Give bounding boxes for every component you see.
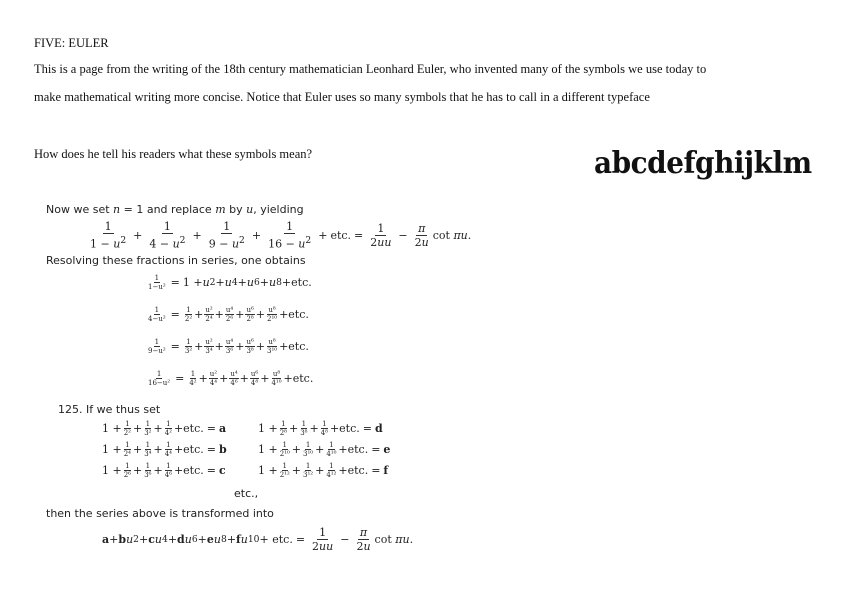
euler-text-by: by xyxy=(229,203,243,216)
section-number: 125. xyxy=(58,403,83,416)
euler-etc: etc. xyxy=(272,533,293,546)
euler-etc: etc. xyxy=(347,443,369,456)
intro-line-2: make mathematical writing more concise. Notice that Euler uses so many symbols that he has to call in a different typeface xyxy=(34,90,650,104)
intro-line-1: This is a page from the writing of the 18th century mathematician Leonhard Euler, who invented many of the symbols we use today to xyxy=(34,62,707,76)
euler-etc: etc. xyxy=(288,308,309,321)
euler-etc: etc. xyxy=(347,464,369,477)
fraktur-c: c xyxy=(218,464,226,477)
fraktur-f: f xyxy=(383,464,389,477)
euler-series-2: $\frac{1}{\text{4−u²}}$ = $\frac{1}{\text{2²}}$ + u² 2⁴ + u⁴ 2⁶ + u⁶ 2⁸ + u⁸ 2¹⁰ + etc. xyxy=(148,306,309,323)
euler-line-1: Now we set n = 1 and replace m by u, yielding xyxy=(46,203,304,216)
fraktur-b: b xyxy=(218,443,227,456)
fraktur-d: d xyxy=(374,422,383,435)
euler-etc: etc. xyxy=(330,228,352,242)
question: How does he tell his readers what these symbols mean? xyxy=(34,147,313,161)
euler-etc: etc. xyxy=(339,422,360,435)
euler-def-e: 1 + 1 2¹⁰ + 1 3¹⁰ + 1 4¹⁰ + etc. = e xyxy=(258,441,391,458)
euler-etc: etc. xyxy=(288,340,309,353)
euler-equation-final: a + b u 2 + c u 4 + d u 6 + e u 8 + f u 10 + etc. = $\frac{1}{2uu}$ − $\frac{\pi}{2u}$ cot πu. xyxy=(102,526,414,553)
euler-etc: etc. xyxy=(292,372,314,385)
euler-etc: etc. xyxy=(183,443,204,456)
euler-series-4: $\frac{1}{\text{16−u²}}$ = $\frac{1}{\text{4²}}$ + u² 4⁴ + u⁴ 4⁶ + u⁶ 4⁸ + u⁸ 4¹⁰ + etc. xyxy=(148,370,314,387)
euler-def-a: 1 + 1 2² + 1 3² + 1 4² + etc. = a xyxy=(102,420,227,437)
euler-text-set-thus: If we thus set xyxy=(86,403,161,416)
euler-equation-1: 1 $1 - u^2$ + $\frac{1}{4 - u^2}$ + $\frac{1}{9 - u^2}$ + $\frac{1}{16 - u^2}$ + etc. = $\frac{1}{2uu}$ − $\frac{\pi}{2u}$ cot πu. xyxy=(90,220,472,251)
euler-series-1: $\frac{1}{\text{1−u²}}$ = 1 + u 2 + u 4 + u 6 + u 8 + etc. xyxy=(148,274,312,291)
euler-line-3 xyxy=(58,403,160,416)
euler-line-4: then the series above is transformed into xyxy=(46,507,274,520)
euler-etc: etc. xyxy=(183,422,204,435)
euler-def-d: 1 + 1 2⁸ + 1 3⁸ + 1 4⁸ + etc. = d xyxy=(258,420,383,437)
euler-def-c: 1 + 1 2⁶ + 1 3⁶ + 1 4⁶ + etc. = c xyxy=(102,462,226,479)
euler-def-b: 1 + 1 2⁴ + 1 3⁴ + 1 4⁴ + etc. = b xyxy=(102,441,227,458)
euler-etc: etc. xyxy=(291,276,312,289)
euler-continuation: etc., xyxy=(234,487,259,500)
euler-text-yielding: yielding xyxy=(260,203,304,216)
fraktur-a: a xyxy=(218,422,227,435)
euler-line-2: Resolving these fractions in series, one obtains xyxy=(46,254,306,267)
fraktur-alphabet: abcdefghijklm xyxy=(594,146,812,181)
euler-page-excerpt xyxy=(46,196,806,591)
page-title: FIVE: EULER xyxy=(34,36,109,50)
fraktur-e: e xyxy=(383,443,391,456)
euler-def-f: 1 + 1 2¹² + 1 3¹² + 1 4¹² + etc. = f xyxy=(258,462,389,479)
euler-text-replace: and replace xyxy=(146,203,212,216)
euler-series-3: $\frac{1}{\text{9−u²}}$ = $\frac{1}{\text{3²}}$ + u² 3⁴ + u⁴ 3⁶ + u⁶ 3⁸ + u⁸ 3¹⁰ + etc. xyxy=(148,338,309,355)
euler-text-set: Now we set xyxy=(46,203,110,216)
euler-etc: etc. xyxy=(183,464,204,477)
